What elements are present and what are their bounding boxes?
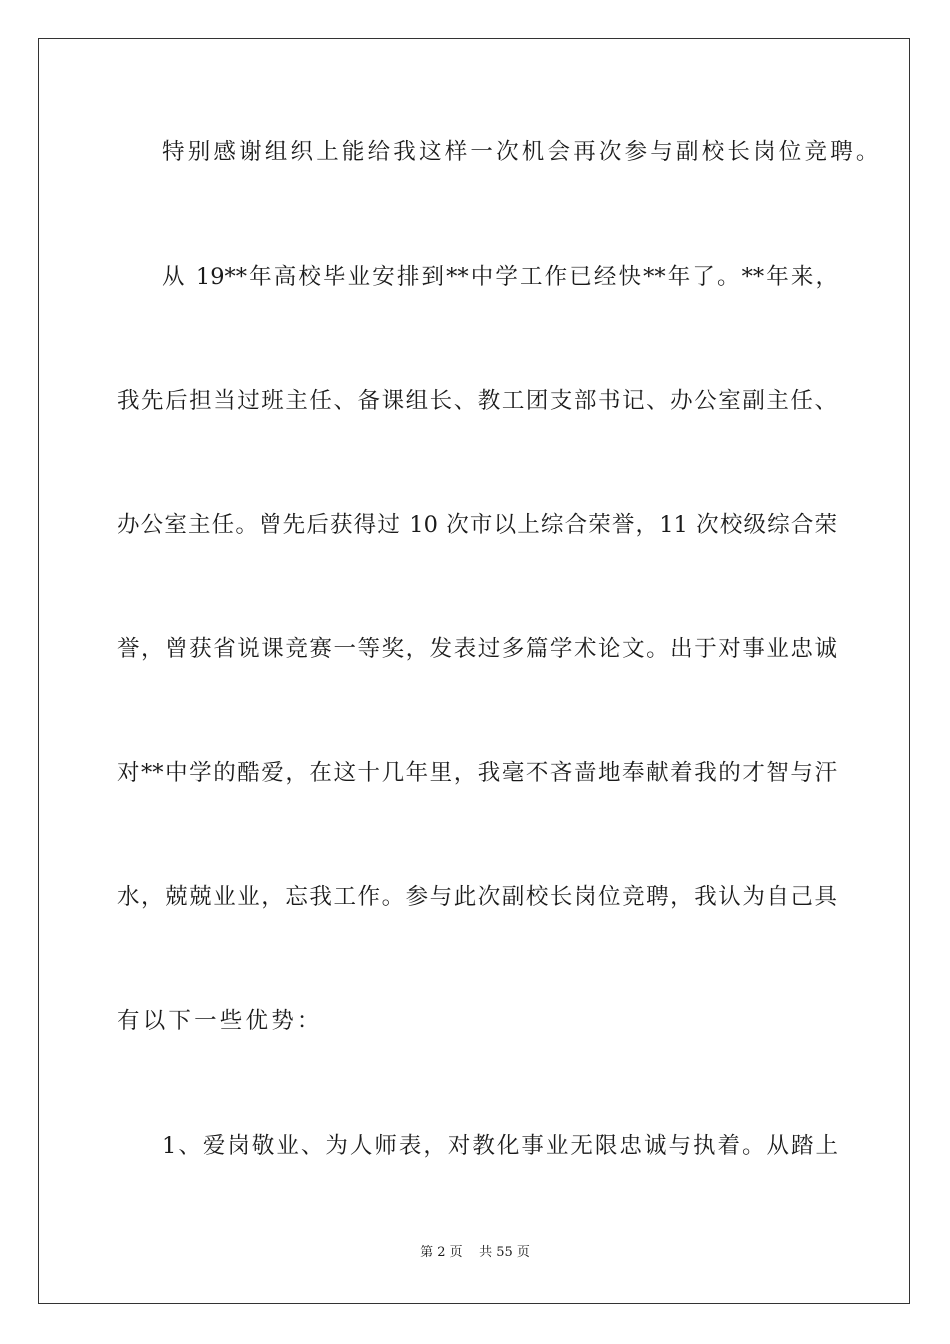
paragraph-line-4: 办公室主任。曾先后获得过 10 次市以上综合荣誉，11 次校级综合荣 [117,512,837,538]
paragraph-line-9: 1、爱岗敬业、为人师表，对教化事业无限忠诚与执着。从踏上 [162,1133,838,1159]
paragraph-line-7: 水，兢兢业业，忘我工作。参与此次副校长岗位竞聘，我认为自己具 [117,884,837,910]
page-border [38,38,910,1304]
paragraph-line-5: 誉，曾获省说课竞赛一等奖，发表过多篇学术论文。出于对事业忠诚 [117,636,837,662]
paragraph-line-3: 我先后担当过班主任、备课组长、教工团支部书记、办公室副主任、 [117,388,837,414]
page-number-footer: 第 2 页 共 55 页 [420,1245,530,1260]
paragraph-line-8: 有以下一些优势： [117,1008,323,1034]
paragraph-line-6: 对**中学的酷爱，在这十几年里，我毫不吝啬地奉献着我的才智与汗 [117,760,837,786]
paragraph-line-2: 从 19**年高校毕业安排到**中学工作已经快**年了。**年来， [162,264,838,290]
paragraph-line-1: 特别感谢组织上能给我这样一次机会再次参与副校长岗位竞聘。 [162,139,882,165]
